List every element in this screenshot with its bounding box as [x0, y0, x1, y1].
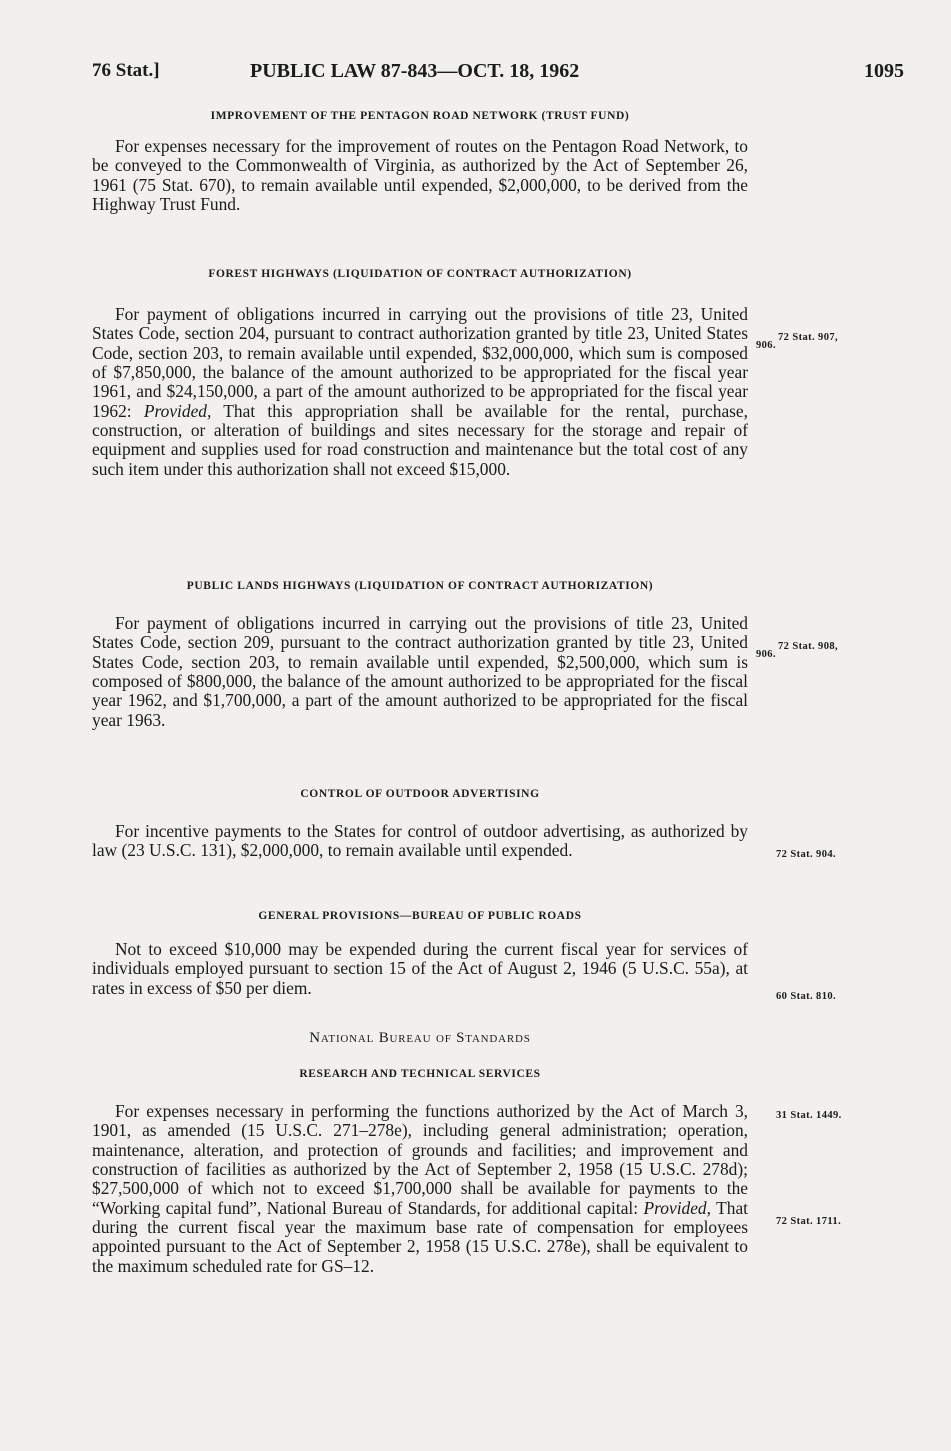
law-title: PUBLIC LAW 87-843—OCT. 18, 1962 [250, 60, 580, 82]
margin-note-forest-highways: 72 Stat. 907, 906. [756, 332, 839, 351]
paragraph-pentagon-road: For expenses necessary for the improvement of routes on the Pentagon Road Network, to be conveyed to the Commonwealth of Virginia, as authorized by the Act of September 26, 1961 (75 Stat. 670), to remain available until expended, $2,000,000, to be derived from the Highway Trust Fund. [92, 136, 748, 215]
section-heading-general-provisions: GENERAL PROVISIONS—BUREAU OF PUBLIC ROADS [258, 910, 582, 922]
page-number: 1095 [864, 60, 904, 82]
section-heading-public-lands-highways: PUBLIC LANDS HIGHWAYS (LIQUIDATION OF CONTRACT AUTHORIZATION) [186, 580, 654, 592]
section-heading-pentagon-road: IMPROVEMENT OF THE PENTAGON ROAD NETWORK (TRUST FUND) [210, 110, 630, 122]
section-heading-outdoor-advertising: CONTROL OF OUTDOOR ADVERTISING [300, 788, 540, 800]
running-header [92, 60, 904, 88]
margin-note-nbs-1: 31 Stat. 1449. [776, 1110, 842, 1121]
section-heading-research-technical: RESEARCH AND TECHNICAL SERVICES [299, 1068, 541, 1080]
margin-note-public-lands: 72 Stat. 908, 906. [756, 641, 839, 660]
margin-note-general-provisions: 60 Stat. 810. [776, 991, 837, 1002]
volume-citation: 76 Stat.] [92, 60, 160, 81]
paragraph-public-lands-highways: For payment of obligations incurred in carrying out the provisions of title 23, United States Code, section 209, pursuant to the contract authorization granted by title 23, United States Code, section 203, to remain available until expended, $2,500,000, which sum is composed of $800,000, the balance of the amount authorized to be appropriated for the fiscal year 1962, and $1,700,000, a part of the amount authorized to be appropriated for the fiscal year 1963. [92, 613, 748, 730]
agency-heading-nbs: National Bureau of Standards [309, 1030, 531, 1046]
paragraph-outdoor-advertising: For incentive payments to the States for control of outdoor advertising, as authorized by law (23 U.S.C. 131), $2,000,000, to remain available until expended. [92, 821, 748, 861]
margin-note-outdoor-advertising: 72 Stat. 904. [776, 849, 837, 860]
paragraph-general-provisions: Not to exceed $10,000 may be expended during the current fiscal year for services of individuals employed pursuant to section 15 of the Act of August 2, 1946 (5 U.S.C. 55a), at rates in excess of $50 per diem. [92, 939, 748, 998]
paragraph-forest-highways: For payment of obligations incurred in carrying out the provisions of title 23, United States Code, section 204, pursuant to contract authorization granted by title 23, United States Code, section 203, to remain available until expended, $32,000,000, which sum is composed of $7,850,000, the balance of the amount authorized to be appropriated for the fiscal year 1961, and $24,150,000, a part of the amount authorized to be appropriated for the fiscal year 1962: Provided, That this appropriation shall be available for the rental, purchase, construction, or alteration of buildings and sites necessary for the storage and repair of equipment and supplies used for road construction and maintenance but the total cost of any such item under this authorization shall not exceed $15,000. [92, 304, 748, 479]
paragraph-research-technical: For expenses necessary in performing the functions authorized by the Act of March 3, 1901, as amended (15 U.S.C. 271–278e), including general administration; operation, maintenance, alteration, and protection of grounds and facilities; and improvement and construction of facilities as authorized by the Act of September 2, 1958 (15 U.S.C. 278d); $27,500,000 of which not to exceed $1,700,000 shall be available for payments to the “Working capital fund”, National Bureau of Standards, for additional capital: Provided, That during the current fiscal year the maximum base rate of compensation for employees appointed pursuant to the Act of September 2, 1958 (15 U.S.C. 278e), shall be equivalent to the maximum scheduled rate for GS–12. [92, 1101, 748, 1276]
section-heading-forest-highways: FOREST HIGHWAYS (LIQUIDATION OF CONTRACT AUTHORIZATION) [208, 268, 632, 280]
margin-note-nbs-2: 72 Stat. 1711. [776, 1216, 842, 1227]
